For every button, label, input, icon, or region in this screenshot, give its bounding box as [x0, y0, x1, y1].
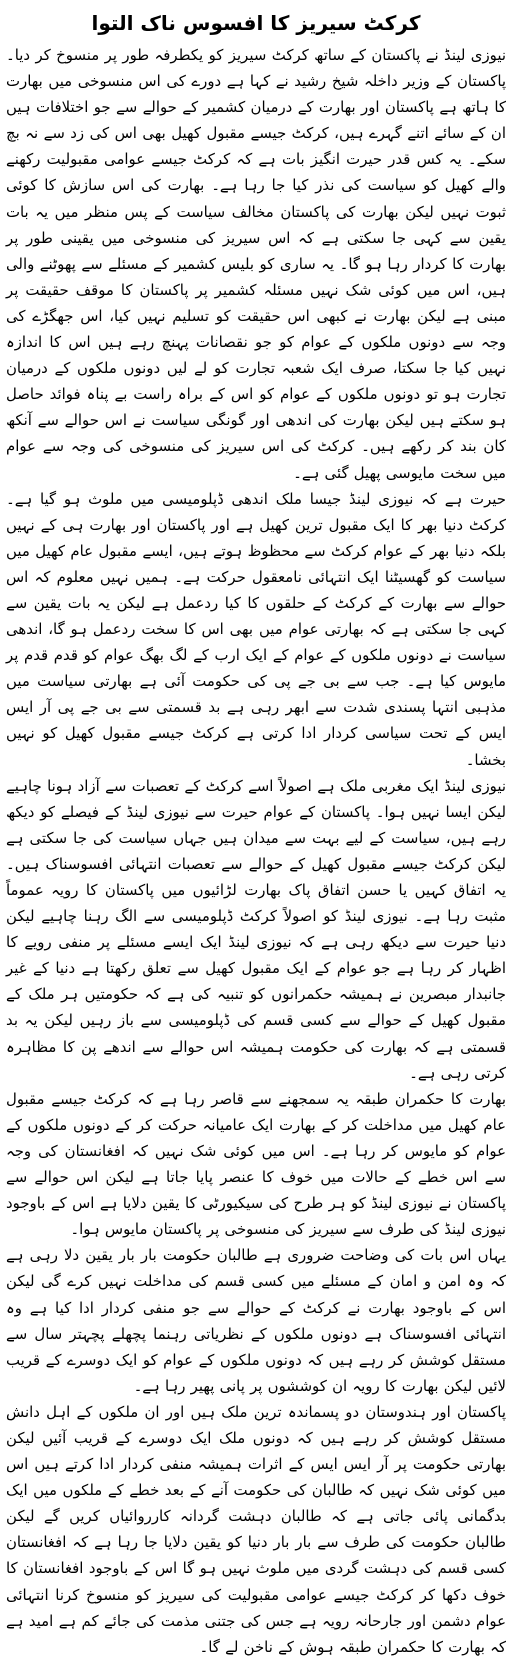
article-paragraph: یہاں اس بات کی وضاحت ضروری ہے طالبان حکومت بار بار یقین دلا رہی ہے کہ وہ امن و امان کے مسئلے میں کسی قسم کی مداخلت نہیں کرے گی لیکن اس کے باوجود بھارت نے کرکٹ کے حوالے سے جو منفی کردار ادا کیا ہے وہ انتہائی افسوسناک ہے دونوں ملکوں کے نظریاتی رہنما پچھلے پچہتر سال سے مستقل کوشش کر رہے ہیں کہ دونوں ملکوں کے عوام کو ایک دوسرے کے قریب لائیں لیکن بھارت کا رویہ ان کوششوں پر پانی پھیر رہا ہے۔	[6, 1246, 506, 1395]
article-title: کرکٹ سیریز کا افسوس ناک التوا	[91, 11, 421, 35]
article-paragraph: نیوزی لینڈ نے پاکستان کے ساتھ کرکٹ سیریز کو یکطرفہ طور پر منسوخ کر دیا۔ پاکستان کے وزیر داخلہ شیخ رشید نے کہا ہے دورے کی اس منسوخی میں بھارت کا ہاتھ ہے پاکستان اور بھارت کے درمیان کشمیر کے حوالے سے جو اختلافات ہیں ان کے سائے اتنے گہرے ہیں، کرکٹ جیسے مقبول کھیل بھی اس کی زد سے نہ بچ سکے۔ یہ کس قدر حیرت انگیز بات ہے کہ کرکٹ جیسے عوامی مقبولیت رکھنے والے کھیل کو سیاست کی نذر کیا جا رہا ہے۔ بھارت کی اس سازش کا کوئی ثبوت نہیں لیکن بھارت کی پاکستان مخالف سیاست کے پس منظر میں یہ بات یقین سے کہی جا سکتی ہے کہ اس سیریز کی منسوخی میں یقینی طور پر بھارت کا کردار رہا ہو گا۔ یہ ساری کو بلیس کشمیر کے مسئلے سے پھوٹنے والی ہیں، اس میں کوئی شک نہیں مسئلہ کشمیر پر پاکستان کا موقف حقیقت پر مبنی ہے لیکن بھارت نے کبھی اس حقیقت کو تسلیم نہیں کیا، اس جھگڑے کی وجہ سے دونوں ملکوں کے عوام کو جو نقصانات پہنچ رہے ہیں اس کا اندازہ نہیں کیا جا سکتا، صرف ایک شعبہ تجارت کو لے لیں دونوں ملکوں کے درمیان تجارت ہو تو دونوں ملکوں کے عوام کو اس کے براہ راست بے پناہ فوائد حاصل ہو سکتے ہیں لیکن بھارت کی اندھی اور گونگی سیاست نے اس حوالے سے آنکھ کان بند کر رکھے ہیں۔ کرکٹ کی اس سیریز کی منسوخی کی وجہ سے عوام میں سخت مایوسی پھیل گئی ہے۔	[6, 46, 506, 482]
article-paragraph: بھارت کا حکمران طبقہ یہ سمجھنے سے قاصر رہا ہے کہ کرکٹ جیسے مقبول عام کھیل میں مداخلت کر کے بھارت ایک عامیانہ حرکت کر کے دونوں ملکوں کے عوام کو مایوس کر رہا ہے۔ اس میں کوئی شک نہیں کہ افغانستان کی وجہ سے اس خطے کے حالات میں خوف کا عنصر پایا جاتا ہے لیکن اس حوالے سے پاکستان نے نیوزی لینڈ کو ہر طرح کی سیکیورٹی کا یقین دلایا ہے اس کے باوجود نیوزی لینڈ کی طرف سے سیریز کی منسوخی پر پاکستان مایوس ہوا۔	[6, 1089, 506, 1239]
article-paragraph: نیوزی لینڈ ایک مغربی ملک ہے اصولاً اسے کرکٹ کے تعصبات سے آزاد ہونا چاہیے لیکن ایسا نہیں ہوا۔ پاکستان کے عوام حیرت سے نیوزی لینڈ کے فیصلے کو دیکھ رہے ہیں، سیاست کے لیے بہت سے میدان ہیں جہاں سیاست کی جا سکتی ہے لیکن کرکٹ جیسے مقبول کھیل کے حوالے سے تعصبات انتہائی افسوسناک ہیں۔ یہ اتفاق کہیں یا حسن اتفاق پاک بھارت لڑائیوں میں پاکستان کا رویہ عموماً مثبت رہا ہے۔ نیوزی لینڈ کو اصولاً کرکٹ ڈپلومیسی سے الگ رہنا چاہیے لیکن دنیا حیرت سے دیکھ رہی ہے کہ نیوزی لینڈ ایک ایسے مسئلے پر منفی رویے کا اظہار کر رہا ہے جو عوام کے ایک مقبول کھیل سے تعلق رکھتا ہے دنیا کے غیر جانبدار مبصرین نے ہمیشہ حکمرانوں کو تنبیہ کی ہے کہ حکومتیں ہر ملک کے مقبول کھیل کے حوالے سے کسی قسم کی ڈپلومیسی سے باز رہیں لیکن یہ بد قسمتی ہے کہ بھارت کی حکومت ہمیشہ اس حوالے سے اندھے پن کا مظاہرہ کرتی رہی ہے۔	[6, 776, 506, 1082]
article-paragraph: پاکستان اور ہندوستان دو پسماندہ ترین ملک ہیں اور ان ملکوں کے اہل دانش مستقل کوشش کر رہے ہیں کہ دونوں ملک ایک دوسرے کے قریب آئیں لیکن بھارتی حکومت پر آر ایس ایس کے اثرات ہمیشہ منفی کردار ادا کرتے ہیں اس میں کوئی شک نہیں کہ طالبان کی حکومت آنے کے بعد خطے کے ملکوں میں ایک بدگمانی پائی جاتی ہے کہ طالبان دہشت گردانہ کارروائیاں کریں گے لیکن طالبان حکومت کی طرف سے بار بار دنیا کو یقین دلایا جا رہا ہے کہ افغانستان کسی قسم کی دہشت گردی میں ملوث نہیں ہو گا اس کے باوجود افغانستان کا خوف دکھا کر کرکٹ جیسے عوامی مقبولیت کی سیریز کو منسوخ کرنا انتہائی عوام دشمن اور جارحانہ رویہ ہے جس کی جتنی مذمت کی جائے کم ہے امید ہے کہ بھارت کا حکمران طبقہ ہوش کے ناخن لے گا۔	[6, 1402, 506, 1656]
article-paragraph: حیرت ہے کہ نیوزی لینڈ جیسا ملک اندھی ڈپلومیسی میں ملوث ہو گیا ہے۔ کرکٹ دنیا بھر کا ایک مقبول ترین کھیل ہے اور پاکستان اور بھارت ہی کے نہیں بلکہ دنیا بھر کے عوام کرکٹ سے محظوظ ہوتے ہیں، ایسے مقبول عام کھیل میں سیاست کو گھسیٹنا ایک انتہائی نامعقول حرکت ہے۔ ہمیں نہیں معلوم کہ اس حوالے سے بھارت کے کرکٹ کے حلقوں کا کیا ردعمل ہے لیکن یہ بات یقین سے کہی جا سکتی ہے کہ بھارتی عوام میں بھی اس کا سخت ردعمل ہو گا، اندھی سیاست نے دونوں ملکوں کے عوام کے ایک ارب کے لگ بھگ عوام کو قدم قدم پر مایوس کیا ہے۔ جب سے بی جے پی کی حکومت آئی ہے بھارتی سیاست میں مذہبی انتہا پسندی شدت سے ابھر رہی ہے بد قسمتی سے بی جے پی آر ایس ایس کے تحت سیاسی کردار ادا کرتی ہے کرکٹ جیسے مقبول کھیل کو نہیں بخشا۔	[6, 489, 506, 769]
